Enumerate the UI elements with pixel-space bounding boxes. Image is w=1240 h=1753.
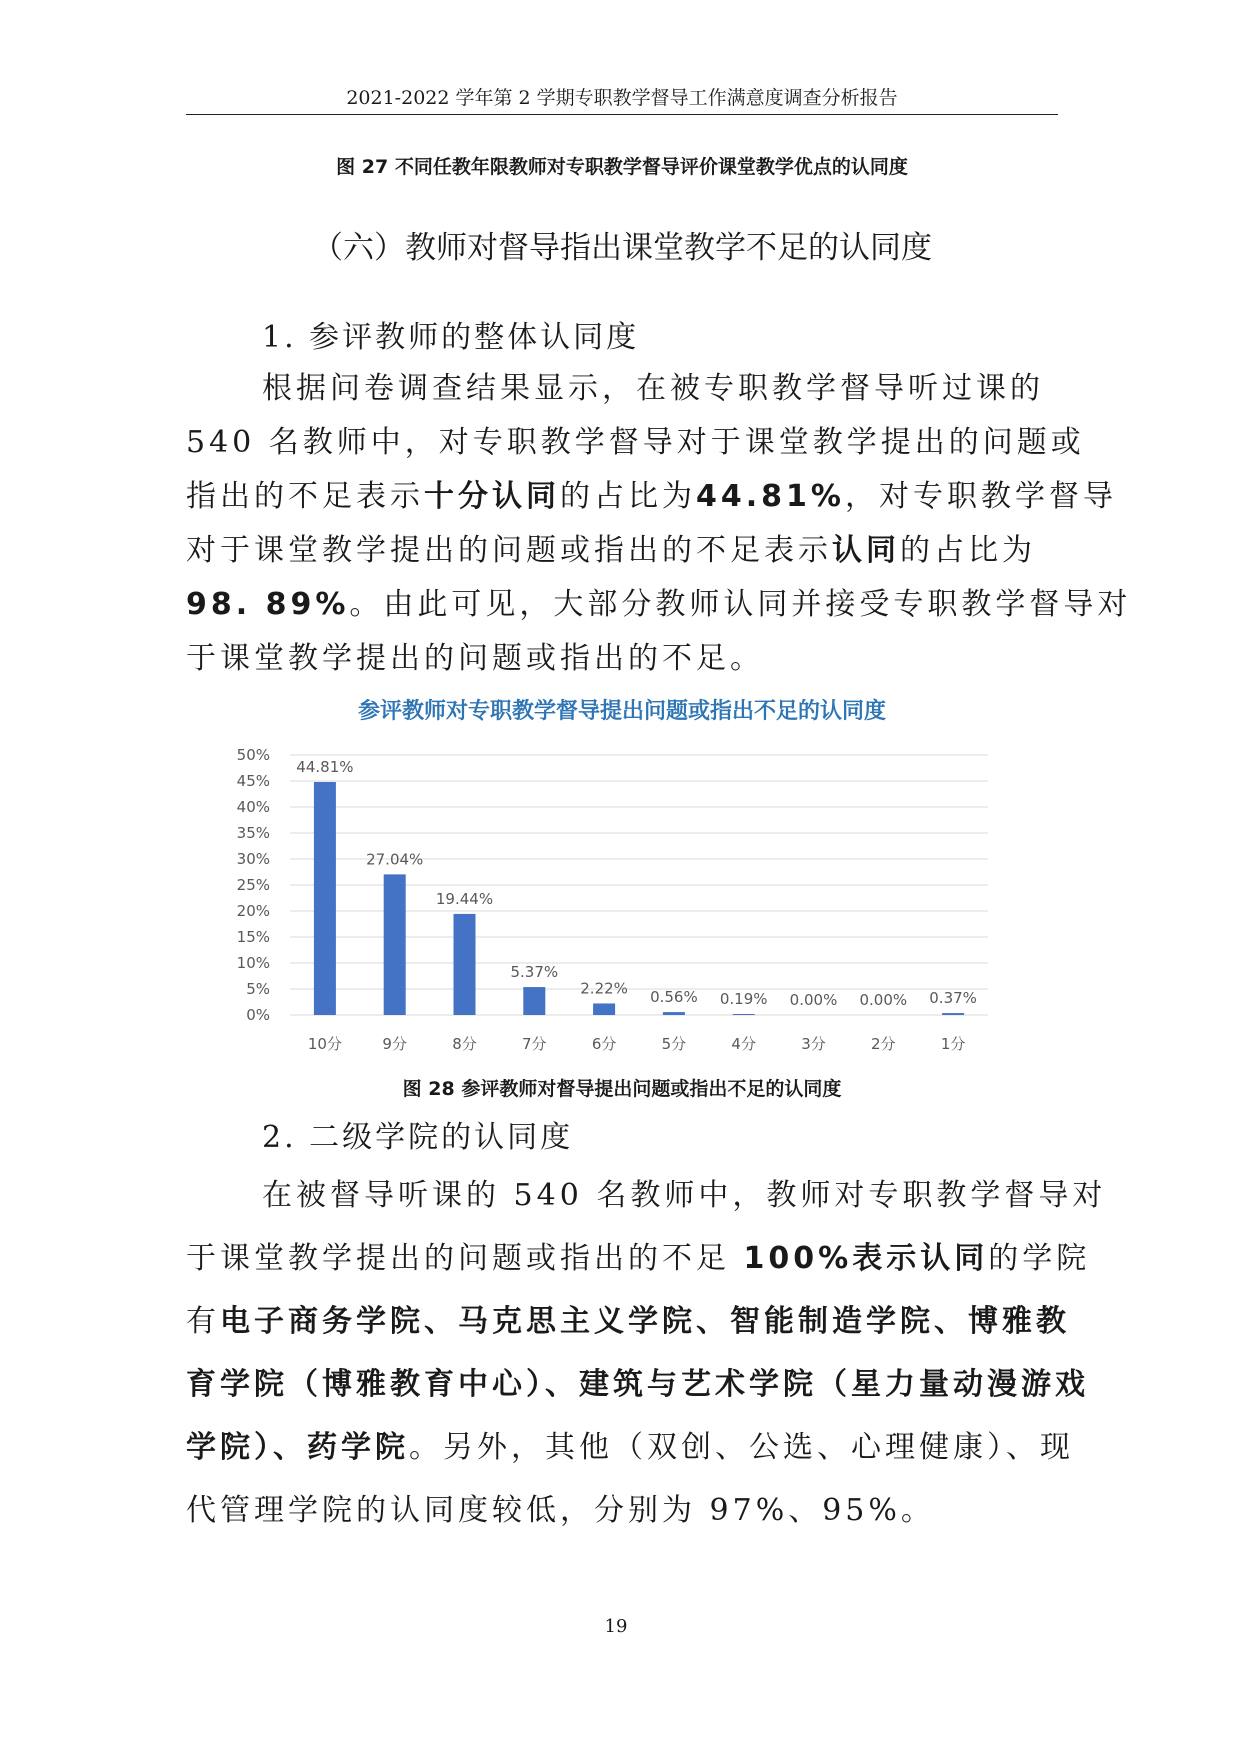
- bar: [314, 782, 336, 1015]
- page-number: 19: [604, 1616, 628, 1637]
- data-label: 0.00%: [859, 991, 908, 1009]
- bar: [733, 1014, 755, 1015]
- paragraph-line: 育学院（博雅教育中心）、建筑与艺术学院（星力量动漫游戏: [186, 1367, 1089, 1402]
- x-tick-label: 5分: [661, 1035, 687, 1053]
- paragraph-line: 在被督导听课的 540 名教师中，教师对专职教学督导对: [262, 1178, 1107, 1213]
- emphasis-percentage: 98. 89%: [186, 587, 350, 622]
- figure-28-caption: 图 28 参评教师对督导提出问题或指出不足的认同度: [402, 1078, 842, 1100]
- y-tick-label: 25%: [236, 876, 270, 894]
- data-label: 27.04%: [366, 850, 424, 869]
- emphasis-full-agreement: 100%表示认同: [743, 1241, 989, 1276]
- paragraph-line: 代管理学院的认同度较低，分别为 97%、95%。: [186, 1493, 935, 1528]
- data-label: 0.19%: [719, 990, 768, 1009]
- paragraph-line: [186, 1227, 1091, 1290]
- emphasis-college-list: 学院）、药学院: [186, 1430, 409, 1465]
- text-run: 。由此可见，大部分教师认同并接受专职教学督导对: [349, 587, 1132, 622]
- y-tick-label: 40%: [236, 798, 270, 816]
- y-tick-label: 30%: [236, 850, 270, 868]
- text-run: 。另外，其他（双创、公选、心理健康）、现: [409, 1430, 1074, 1465]
- data-label: 2.22%: [580, 979, 628, 998]
- paragraph-line: 于课堂教学提出的问题或指出的不足。: [186, 641, 764, 676]
- subsection-heading-2: 2. 二级学院的认同度: [262, 1120, 574, 1155]
- paragraph-line: 540 名教师中，对专职教学督导对于课堂教学提出的问题或: [186, 425, 1085, 460]
- paragraph-line: [186, 1416, 1074, 1479]
- x-tick-label: 6分: [591, 1035, 617, 1053]
- paragraph-college-agreement: [186, 1164, 1107, 1542]
- y-tick-label: 15%: [236, 928, 270, 946]
- subsection-heading-1: 1. 参评教师的整体认同度: [262, 320, 640, 355]
- data-label: 19.44%: [435, 889, 494, 908]
- text-run: 的占比为: [900, 533, 1036, 568]
- y-tick-label: 50%: [236, 746, 270, 764]
- x-tick-label: 2分: [871, 1035, 896, 1053]
- section-title: （六）教师对督导指出课堂教学不足的认同度: [312, 230, 932, 266]
- bar: [384, 874, 406, 1015]
- y-tick-label: 5%: [246, 980, 270, 998]
- x-tick-label: 4分: [731, 1035, 756, 1053]
- x-tick-label: 7分: [522, 1035, 547, 1053]
- x-tick-label: 9分: [382, 1035, 407, 1053]
- data-label: 5.37%: [510, 963, 559, 982]
- figure-27-caption: 图 27 不同任教年限教师对专职教学督导评价课堂教学优点的认同度: [336, 156, 908, 178]
- emphasis-college-list: 电子商务学院、马克思主义学院、智能制造学院、博雅教: [220, 1304, 1070, 1339]
- data-label: 44.81%: [296, 757, 354, 776]
- paragraph-line: 根据问卷调查结果显示，在被专职教学督导听过课的: [262, 371, 1044, 406]
- data-label: 0.00%: [789, 991, 838, 1009]
- y-tick-label: 0%: [246, 1006, 270, 1024]
- bar: [663, 1012, 685, 1015]
- data-label: 0.37%: [929, 989, 977, 1008]
- y-tick-label: 45%: [236, 772, 270, 790]
- bar: [593, 1003, 615, 1015]
- x-tick-label: 10分: [307, 1035, 342, 1053]
- emphasis-percentage: 44.81%: [696, 479, 845, 514]
- x-tick-label: 8分: [452, 1035, 477, 1053]
- bar: [454, 914, 476, 1015]
- text-run: ，对专职教学督导: [844, 479, 1117, 514]
- text-run: 的学院: [988, 1241, 1091, 1276]
- text-run: 对于课堂教学提出的问题或指出的不足表示: [186, 533, 832, 568]
- running-header: 2021-2022 学年第 2 学期专职教学督导工作满意度调查分析报告: [346, 87, 898, 109]
- bar: [942, 1013, 964, 1015]
- text-run: 指出的不足表示: [186, 479, 424, 514]
- emphasis-agree: 认同: [832, 533, 900, 568]
- data-label: 0.56%: [650, 988, 698, 1007]
- text-run: 于课堂教学提出的问题或指出的不足: [186, 1241, 744, 1276]
- x-tick-label: 1分: [940, 1035, 966, 1053]
- chart-title: 参评教师对专职教学督导提出问题或指出不足的认同度: [357, 699, 886, 724]
- text-run: 的占比为: [560, 479, 696, 514]
- x-tick-label: 3分: [801, 1035, 826, 1053]
- y-tick-label: 10%: [236, 954, 270, 972]
- text-run: 有: [186, 1304, 220, 1339]
- paragraph-line: [186, 1290, 1070, 1353]
- y-tick-label: 20%: [236, 902, 270, 920]
- bar: [523, 987, 545, 1015]
- emphasis-strongly-agree: 十分认同: [424, 479, 560, 514]
- y-tick-label: 35%: [236, 824, 270, 842]
